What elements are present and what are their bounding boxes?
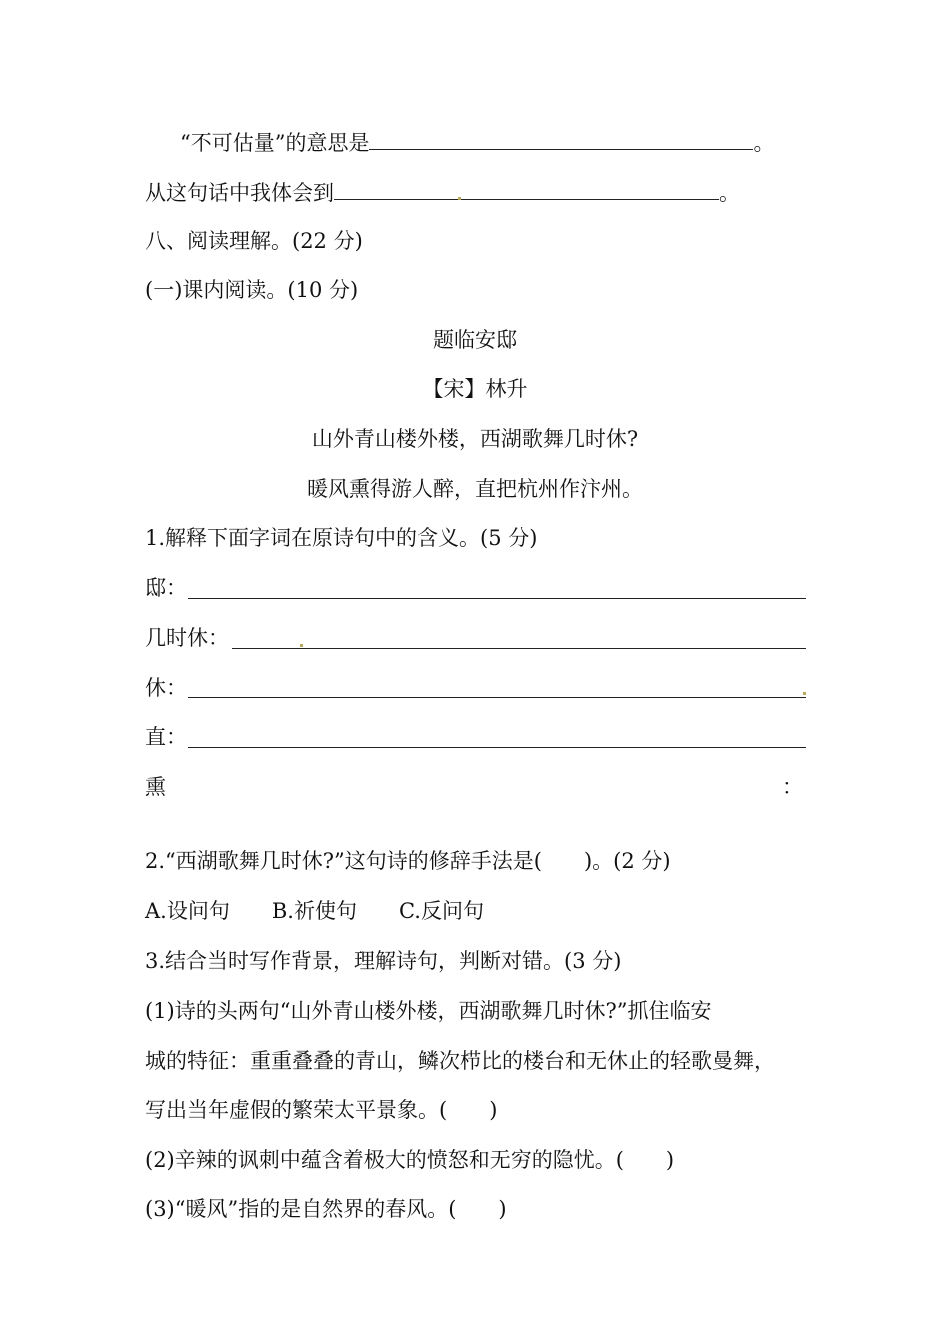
scan-speck	[803, 692, 806, 695]
scan-speck	[458, 197, 461, 200]
poem-title: 题临安邸	[433, 328, 517, 352]
q3-statement-1-line-2: 城的特征：重重叠叠的青山，鳞次栉比的楼台和无休止的轻歌曼舞，	[145, 1049, 775, 1073]
q1-item-jishixiu-blank[interactable]	[232, 648, 806, 649]
meaning-question-end: 。	[753, 131, 775, 155]
feeling-question	[145, 178, 740, 208]
section-heading: 八、阅读理解。(22 分)	[145, 229, 363, 253]
q1-item-zhi-label: 直：	[145, 725, 187, 749]
q2-prompt: 2.“西湖歌舞几时休?”这句诗的修辞手法是( )。(2 分)	[145, 849, 671, 873]
feeling-answer-blank[interactable]	[334, 179, 719, 200]
q1-item-jishixiu-label: 几时休：	[145, 626, 229, 650]
q3-statement-3: (3)“暖风”指的是自然界的春风。( )	[145, 1197, 507, 1221]
poem-line-2: 暖风熏得游人醉，直把杭州作汴州。	[307, 477, 643, 501]
scan-speck	[300, 644, 303, 647]
q1-prompt: 1.解释下面字词在原诗句中的含义。(5 分)	[145, 526, 538, 550]
q1-item-di-label: 邸：	[145, 576, 187, 600]
q1-item-zhi-blank[interactable]	[188, 747, 806, 748]
q1-item-xun-colon: ：	[782, 775, 803, 799]
q3-statement-1-line-3: 写出当年虚假的繁荣太平景象。( )	[145, 1098, 498, 1122]
meaning-question	[180, 128, 774, 158]
q3-prompt: 3.结合当时写作背景，理解诗句，判断对错。(3 分)	[145, 949, 622, 973]
feeling-question-end: 。	[719, 181, 740, 205]
q3-statement-2: (2)辛辣的讽刺中蕴含着极大的愤怒和无穷的隐忧。( )	[145, 1148, 675, 1172]
q1-item-di-blank[interactable]	[188, 598, 806, 599]
feeling-question-text: 从这句话中我体会到	[145, 181, 334, 205]
q3-statement-1-line-1: (1)诗的头两句“山外青山楼外楼，西湖歌舞几时休?”抓住临安	[145, 999, 712, 1023]
q1-item-xiu-blank[interactable]	[188, 697, 806, 698]
q1-item-xiu-label: 休：	[145, 676, 187, 700]
poem-line-1: 山外青山楼外楼，西湖歌舞几时休?	[311, 427, 639, 451]
poem-author: 【宋】林升	[422, 377, 528, 401]
q1-item-xun-label: 熏	[145, 775, 166, 799]
sub-section-heading: (一)课内阅读。(10 分)	[145, 278, 359, 302]
q2-options: A.设问句 B.祈使句 C.反问句	[145, 899, 484, 923]
meaning-question-text: “不可估量”的意思是	[180, 131, 370, 155]
meaning-answer-blank[interactable]	[369, 129, 753, 150]
